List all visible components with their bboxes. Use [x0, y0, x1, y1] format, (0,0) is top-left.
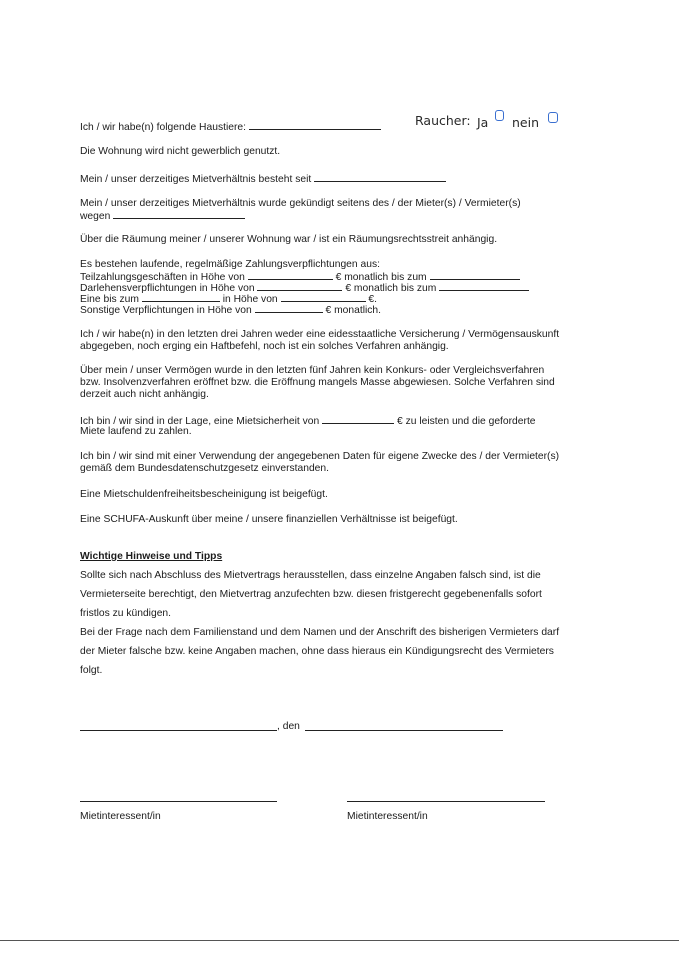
- terminated-row: [80, 209, 245, 223]
- payments-intro: Es bestehen laufende, regelmäßige Zahlungsverpflichtungen aus:: [80, 259, 380, 270]
- other-until-label: Eine bis zum: [80, 294, 139, 305]
- data-use-line2: gemäß dem Bundesdatenschutzgesetz einverstanden.: [80, 463, 329, 474]
- smoker-label: Raucher:: [415, 113, 471, 128]
- loan-label: Darlehensverpflichtungen in Höhe von: [80, 283, 255, 294]
- other-row: [80, 303, 381, 317]
- terminated-line1: Mein / unser derzeitiges Mietverhältnis wurde gekündigt seitens des / der Mieter(s) / Vermieter(s): [80, 198, 521, 209]
- schufa-statement: Eine SCHUFA-Auskunft über meine / unsere finanziellen Verhältnisse ist beigefügt.: [80, 514, 458, 525]
- pets-field[interactable]: [249, 120, 381, 130]
- deposit-amount-field[interactable]: [322, 414, 394, 424]
- loan-until-field[interactable]: [439, 281, 529, 291]
- tenancy-since-field[interactable]: [314, 172, 446, 182]
- signature-left-line[interactable]: [80, 801, 277, 802]
- signature-left-label: Mietinteressent/in: [80, 811, 161, 822]
- other-until-date-field[interactable]: [142, 292, 220, 302]
- affidavit-line2: abgegeben, noch erging ein Haftbefehl, noch ist ein solches Verfahren anhängig.: [80, 341, 449, 352]
- smoker-yes-label: Ja: [477, 115, 489, 130]
- deposit-label: Ich bin / wir sind in der Lage, eine Mietsicherheit von: [80, 416, 320, 427]
- pets-row: [80, 120, 381, 134]
- tenancy-since-label: Mein / unser derzeitiges Mietverhältnis besteht seit: [80, 174, 312, 185]
- data-use-line1: Ich bin / wir sind mit einer Verwendung der angegebenen Daten für eigene Zwecke des / der Vermieter(s): [80, 451, 560, 462]
- other-until-mid: in Höhe von: [222, 294, 278, 305]
- date-field[interactable]: [305, 730, 503, 731]
- smoker-yes-checkbox[interactable]: [495, 110, 504, 121]
- page-bottom-edge: [0, 940, 679, 941]
- terminated-reason-field[interactable]: [113, 209, 245, 219]
- hints-line: Bei der Frage nach dem Familienstand und dem Namen und der Anschrift des bisherigen Vermieters darf: [80, 627, 560, 638]
- other-until-end: €.: [368, 294, 378, 305]
- other-until-amount-field[interactable]: [281, 292, 366, 302]
- insolvency-line1: Über mein / unser Vermögen wurde in den letzten fünf Jahren kein Konkurs- oder Vergleichsverfahren: [80, 365, 545, 376]
- installment-mid: € monatlich bis zum: [335, 272, 427, 283]
- smoker-no-label: nein: [512, 115, 540, 130]
- installment-amount-field[interactable]: [248, 270, 333, 280]
- place-field[interactable]: [80, 730, 277, 731]
- rent-debt-statement: Eine Mietschuldenfreiheitsbescheinigung ist beigefügt.: [80, 489, 328, 500]
- smoker-no-checkbox[interactable]: [548, 112, 558, 123]
- eviction-statement: Über die Räumung meiner / unserer Wohnung war / ist ein Räumungsrechtsstreit anhängig.: [80, 234, 498, 245]
- installment-label: Teilzahlungsgeschäften in Höhe von: [80, 272, 245, 283]
- insolvency-line3: derzeit auch nicht anhängig.: [80, 389, 209, 400]
- deposit-line2: Miete laufend zu zahlen.: [80, 426, 192, 437]
- pets-label: Ich / wir habe(n) folgende Haustiere:: [80, 122, 246, 133]
- loan-mid: € monatlich bis zum: [345, 283, 437, 294]
- installment-until-field[interactable]: [430, 270, 520, 280]
- tenancy-since-row: [80, 172, 446, 186]
- other-amount-field[interactable]: [255, 303, 323, 313]
- other-end: € monatlich.: [325, 305, 382, 316]
- hints-line: fristlos zu kündigen.: [80, 608, 172, 619]
- place-date-separator: , den: [277, 721, 300, 732]
- hints-line: folgt.: [80, 665, 103, 676]
- hints-heading: Wichtige Hinweise und Tipps: [80, 551, 223, 562]
- hints-line: der Mieter falsche bzw. keine Angaben machen, ohne dass hieraus ein Kündigungsrecht des Vermieters: [80, 646, 554, 657]
- hints-line: Sollte sich nach Abschluss des Mietvertrags herausstellen, dass einzelne Angaben falsch sind, ist die: [80, 570, 541, 581]
- signature-right-line[interactable]: [347, 801, 545, 802]
- hints-line: Vermieterseite berechtigt, den Mietvertrag anzufechten bzw. diesen fristgerecht gegebenenfalls sofort: [80, 589, 542, 600]
- terminated-reason-label: wegen: [80, 211, 111, 222]
- loan-amount-field[interactable]: [257, 281, 342, 291]
- other-label: Sonstige Verpflichtungen in Höhe von: [80, 305, 252, 316]
- insolvency-line2: bzw. Insolvenzverfahren eröffnet bzw. die Eröffnung mangels Masse abgewiesen. Solche Verfahren sind: [80, 377, 555, 388]
- commercial-statement: Die Wohnung wird nicht gewerblich genutzt.: [80, 146, 281, 157]
- affidavit-line1: Ich / wir habe(n) in den letzten drei Jahren weder eine eidesstaatliche Versicherung / Vermögensauskunft: [80, 329, 560, 340]
- signature-right-label: Mietinteressent/in: [347, 811, 428, 822]
- deposit-end: € zu leisten und die geforderte: [397, 416, 536, 427]
